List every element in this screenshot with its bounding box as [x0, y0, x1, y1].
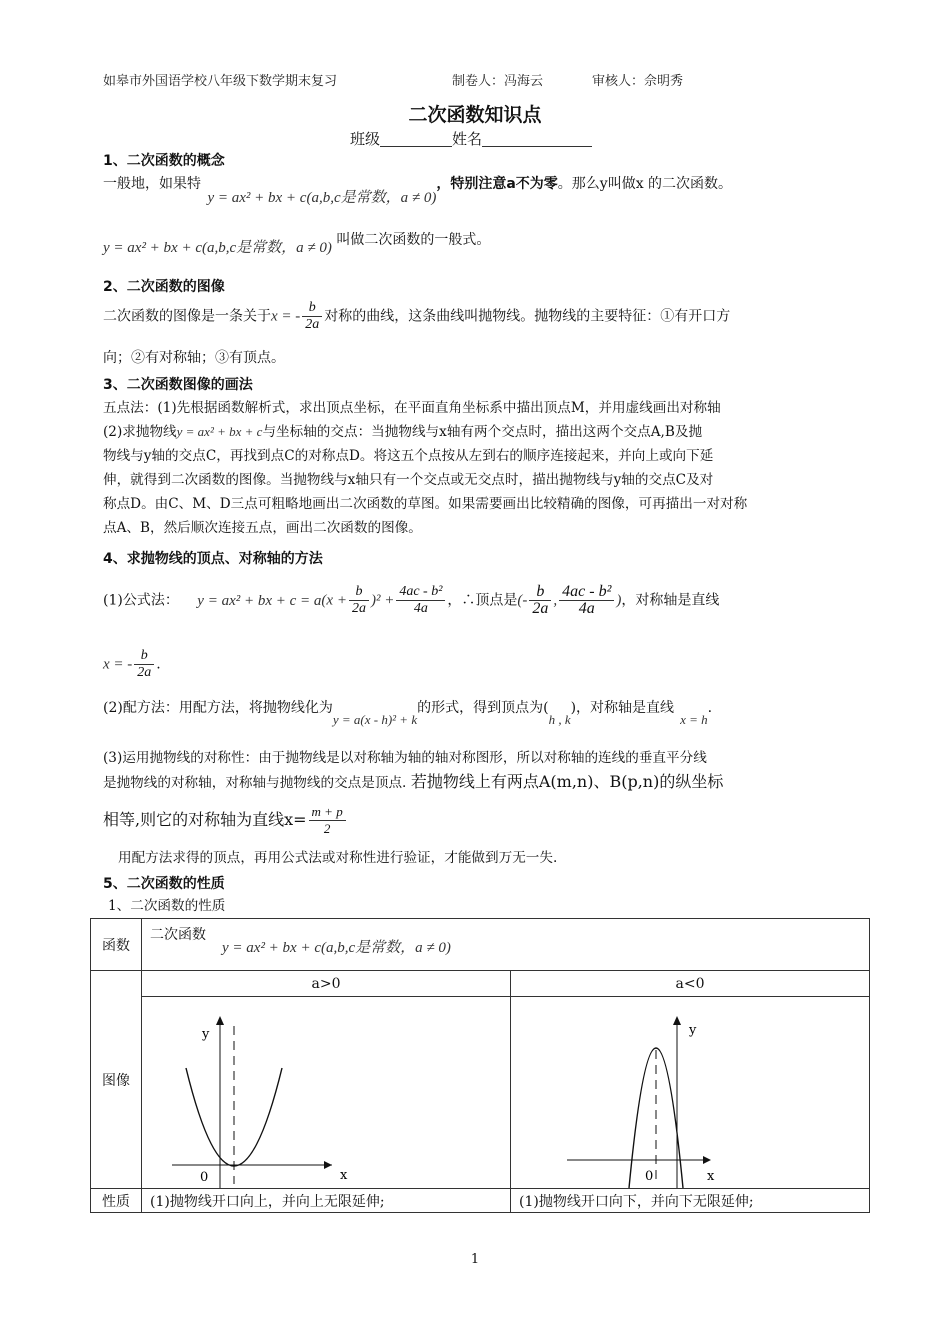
table-row-function — [91, 919, 870, 971]
s2-frac-num: b — [302, 300, 322, 317]
s3-line2 — [103, 420, 863, 444]
table-function-prefix: 二次函数 — [150, 926, 206, 943]
table-function-formula: y = ax² + bx + c(a,b,c是常数，a ≠ 0) — [222, 939, 451, 956]
s4-m1-v2a: 2a — [532, 600, 549, 617]
cell-properties-pos: (1)抛物线开口向上，并向上无限延伸; — [142, 1189, 511, 1213]
s4-m1-vb: b — [529, 584, 551, 601]
cell-col-pos: a>0 — [142, 971, 511, 997]
table-row-graphs — [91, 997, 870, 1189]
x-axis-arrow — [324, 1161, 332, 1169]
s4-method1 — [103, 584, 883, 617]
s4-m1-vcomma: , — [553, 592, 558, 609]
class-label: 班级 — [350, 130, 381, 148]
s3-l2a: (2)求抛物线 — [103, 424, 177, 440]
class-blank — [380, 132, 452, 147]
s4-m1-axis-text: ，对称轴是直线 — [621, 592, 720, 609]
cell-function-formula — [142, 919, 870, 971]
header-reviewer: 审核人：佘明秀 — [592, 74, 684, 89]
s4-m2-formula: y = a(x - h)² + k — [332, 712, 418, 727]
s2-axis-x: x = - — [271, 308, 301, 325]
name-blank — [482, 132, 592, 147]
s1-formula: y = ax² + bx + c(a,b,c是常数，a ≠ 0) — [207, 190, 437, 206]
table-row-properties — [91, 1189, 870, 1213]
cell-function-label: 函数 — [91, 919, 142, 971]
s3-formula: y = ax² + bx + c — [176, 424, 263, 439]
section-3-body — [103, 396, 863, 540]
s1-tail: 。那么y叫做x 的二次函数。 — [557, 176, 733, 192]
s4-m2-period: . — [707, 700, 713, 716]
s4-m3-frac — [309, 804, 346, 837]
s4-m1-den: 4a — [413, 601, 428, 616]
properties-table — [90, 918, 870, 1213]
label-x: x — [340, 1167, 348, 1183]
section-2-line2: 向；②有对称轴；③有顶点。 — [103, 350, 285, 366]
graph-a-positive — [142, 998, 510, 1188]
s2-frac-den: 2a — [305, 317, 320, 332]
s4-m1-b: b — [349, 584, 369, 601]
s4-method1-axis — [103, 648, 853, 681]
cell-graph-pos — [142, 997, 511, 1189]
label-origin: 0 — [645, 1168, 654, 1184]
section-1-line1 — [103, 172, 893, 206]
s2-line1b: 对称的曲线，这条曲线叫抛物线。抛物线的主要特征：①有开口方 — [324, 308, 731, 325]
s4-m1-formula-a: y = ax² + bx + c = a — [197, 592, 322, 609]
s4-m1-num: 4ac - b² — [396, 584, 445, 601]
y-axis-arrow — [673, 1016, 681, 1025]
s4-method3-l2 — [103, 770, 883, 795]
s4-m3-l2a: 是抛物线的对称轴，对称轴与抛物线的交点是顶点. — [103, 775, 407, 791]
s4-m1-2a: 2a — [351, 601, 366, 616]
s4-method3-l1: (3)运用抛物线的对称性：由于抛物线是以对称轴为轴的轴对称图形，所以对称轴的连线的垂直平分线 — [103, 750, 707, 766]
section-1-heading: 1、二次函数的概念 — [103, 153, 225, 169]
section-1-line2 — [103, 228, 853, 256]
label-y: y — [202, 1026, 210, 1042]
s1-formula2: y = ax² + bx + c(a,b,c是常数，a ≠ 0) — [103, 240, 332, 256]
s4-m2-text2: )，对称轴是直线 — [570, 700, 675, 716]
s4-method2 — [103, 696, 883, 727]
s4-m1-label: (1)公式法： — [103, 592, 179, 609]
s4-m1-axis-2a: 2a — [137, 665, 152, 680]
s4-m3-den: 2 — [323, 821, 331, 836]
s4-m1-vfrac1 — [529, 584, 551, 617]
s3-line3: 物线与y轴的交点C，再找到点C的对称点D。将这五个点按从左到右的顺序连接起来，并向上或向下延 — [103, 448, 714, 464]
page-title: 二次函数知识点 — [408, 104, 542, 126]
s4-m1-vclose: ) — [616, 592, 622, 609]
s4-m3-num: m + p — [309, 804, 346, 821]
s4-m1-text: ，∴顶点是 — [447, 592, 518, 609]
section-5-heading: 5、二次函数的性质 — [103, 876, 225, 892]
s3-line1: 五点法：(1)先根据函数解析式，求出顶点坐标，在平面直角坐标系中描出顶点M，并用虚线画出对称轴 — [103, 400, 721, 416]
s1-general: 叫做二次函数的一般式。 — [336, 232, 491, 248]
s4-m2-axis: x = h — [680, 712, 708, 727]
s4-m1-frac1 — [349, 584, 369, 617]
section-4-heading: 4、求抛物线的顶点、对称轴的方法 — [103, 551, 323, 567]
header-author: 制卷人：冯海云 — [452, 74, 544, 89]
s4-m1-axis-frac — [134, 648, 154, 681]
s4-m1-vfrac2 — [559, 584, 614, 617]
label-origin: 0 — [200, 1169, 209, 1185]
s1-note: ，特别注意a不为零 — [436, 176, 558, 192]
s4-method3-l4: 用配方法求得的顶点，再用公式法或对称性进行验证，才能做到万无一失. — [118, 850, 558, 866]
s4-m1-formula-b: (x + — [321, 592, 347, 609]
s4-m1-vnum: 4ac - b² — [559, 584, 614, 601]
s3-l2b: 与坐标轴的交点：当抛物线与x轴有两个交点时，描出这两个交点A,B及抛 — [262, 424, 703, 440]
cell-properties-label: 性质 — [91, 1189, 142, 1213]
s4-m1-axis-x: x = - — [103, 656, 133, 673]
s4-m1-frac2 — [396, 584, 445, 617]
s4-method3-l3 — [103, 804, 853, 837]
s3-line4: 伸，就得到二次函数的图像。当抛物线与x轴只有一个交点或无交点时，描出抛物线与y轴的交点C及对 — [103, 472, 714, 488]
s4-m1-period: . — [156, 656, 161, 673]
section-3-heading: 3、二次函数图像的画法 — [103, 377, 253, 393]
s2-line1a: 二次函数的图像是一条关于 — [103, 308, 271, 325]
s4-m1-vden: 4a — [578, 600, 595, 617]
cell-col-neg: a<0 — [511, 971, 870, 997]
s1-intro: 一般地，如果特 — [103, 176, 201, 192]
y-axis-arrow — [216, 1016, 224, 1025]
section-5-sub: 1、二次函数的性质 — [108, 898, 226, 914]
s4-m3-l3: 相等,则它的对称轴为直线x= — [103, 810, 307, 829]
s3-line5: 称点D。由C、M、D三点可粗略地画出二次函数的草图。如果需要画出比较精确的图像，可再描出一对对称 — [103, 496, 748, 512]
cell-graph-label: 图像 — [91, 971, 142, 1189]
s4-m1-formula-c: )² + — [370, 592, 395, 609]
cell-properties-neg: (1)抛物线开口向下，并向下无限延伸; — [511, 1189, 870, 1213]
s4-m2-text: 的形式，得到顶点为( — [417, 700, 549, 716]
header-school: 如皋市外国语学校八年级下数学期末复习 — [103, 74, 338, 89]
s4-m1-axis-b: b — [134, 648, 154, 665]
section-2-line1 — [103, 300, 863, 333]
label-y: y — [689, 1022, 697, 1038]
s4-m2-label: (2)配方法：用配方法，将抛物线化为 — [103, 700, 333, 716]
s4-m1-vopen: (- — [517, 592, 528, 609]
s4-m3-l2b: 若抛物线上有两点A(m,n)、B(p,n)的纵坐标 — [410, 772, 724, 791]
label-x: x — [707, 1168, 715, 1184]
page-number: 1 — [470, 1252, 480, 1267]
section-2-heading: 2、二次函数的图像 — [103, 279, 225, 295]
cell-graph-neg — [511, 997, 870, 1189]
graph-a-negative — [511, 998, 869, 1188]
class-name-line — [350, 128, 592, 149]
table-row-headers — [91, 971, 870, 997]
s3-line6: 点A、B，然后顺次连接五点，画出二次函数的图像。 — [103, 520, 422, 536]
s2-fraction — [302, 300, 322, 333]
name-label: 姓名 — [452, 130, 483, 148]
x-axis-arrow — [703, 1156, 711, 1164]
s4-m2-hk: h , k — [548, 712, 571, 727]
